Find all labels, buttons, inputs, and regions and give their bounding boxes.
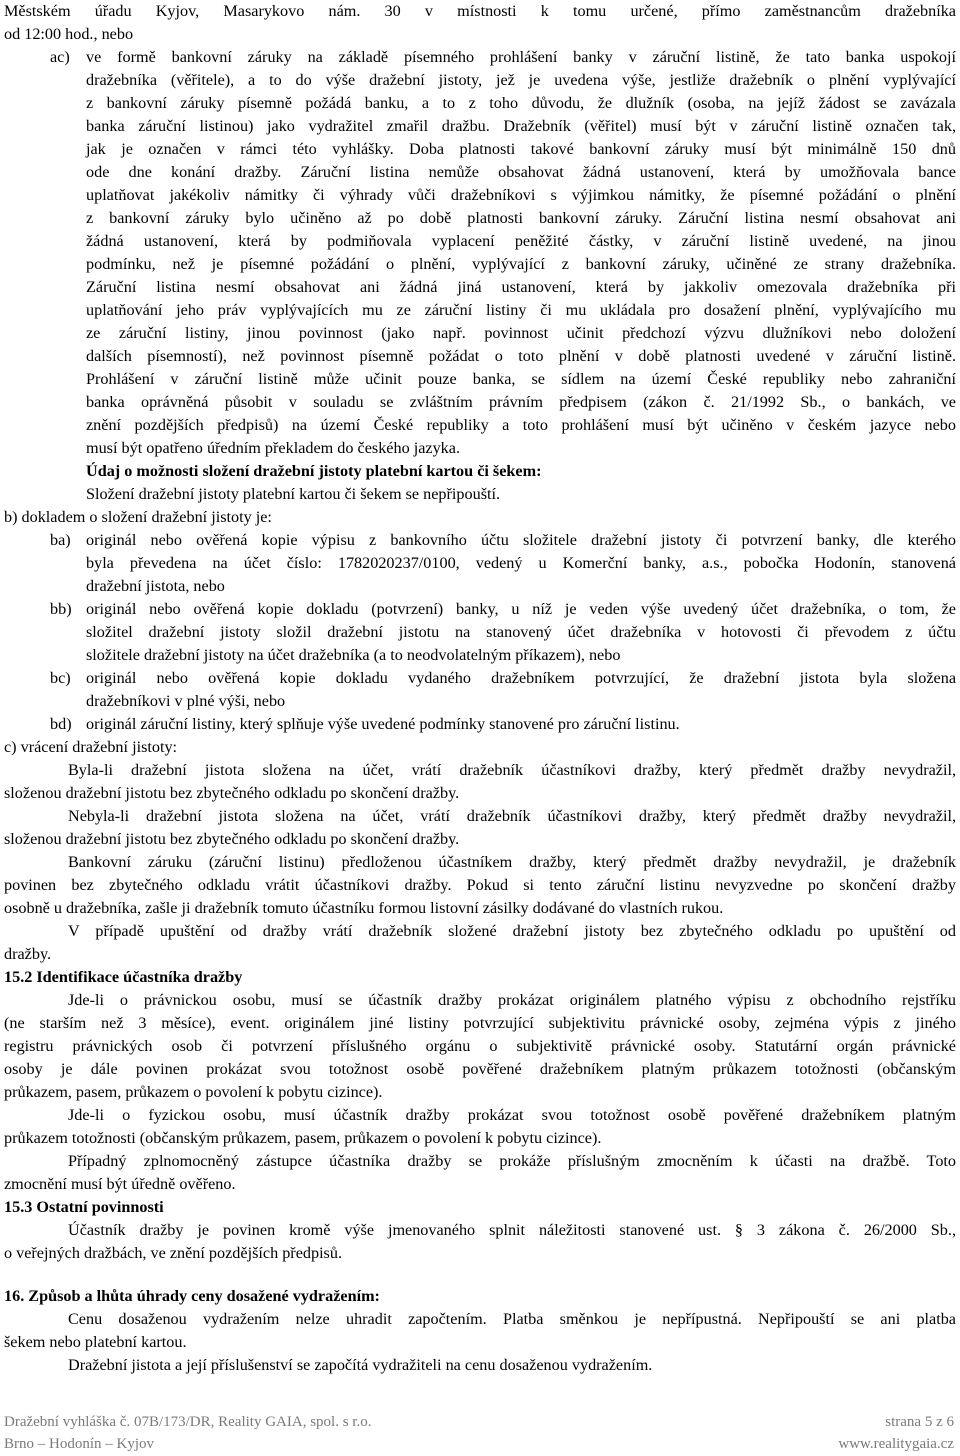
section-heading: 15.2 Identifikace účastníka dražby: [4, 968, 243, 986]
text-line: originál nebo ověřená kopie výpisu z bankovního účtu složitele dražební jistoty či potvrzení banky, dle kterého: [86, 531, 956, 549]
text-line: Jde-li o právnickou osobu, musí se účastník dražby prokázat originálem platného výpisu z obchodního rejstříku: [68, 991, 956, 1009]
text-line: byla převedena na účet číslo: 1782020237/0100, vedený u Komerční banky, a.s., pobočka Hodonín, stanovená: [86, 554, 956, 572]
text-line: Nebyla-li dražební jistota složena na účet, vrátí dražebník účastníkovi dražby, který předmět dražby nevydražil,: [68, 807, 956, 825]
text-line: Složení dražební jistoty platební kartou či šekem se nepřipouští.: [86, 485, 501, 503]
text-line: c) vrácení dražební jistoty:: [4, 738, 178, 756]
text-line: složenou dražební jistotu bez zbytečného odkladu po skončení dražby.: [4, 784, 460, 802]
footer-website[interactable]: www.realitygaia.cz: [838, 1436, 954, 1452]
text-line: originál nebo ověřená kopie dokladu vydaného dražebníkem potvrzující, že dražební jistota byla složena: [86, 669, 956, 687]
text-line: originál záruční listiny, který splňuje výše uvedené podmínky stanovené pro záruční listinu.: [86, 715, 680, 733]
text-line: dražby.: [4, 945, 52, 963]
text-line: Záruční listina nesmí obsahovat ani žádná jiná ustanovení, která by jakkoliv omezovala dražebníka při: [86, 278, 956, 296]
text-line: šekem nebo platební kartou.: [4, 1333, 187, 1351]
text-line: uplatňování jeho práv vyplývajících mu ze záruční listiny či mu ukládala pro dosažení plnění, vyplývajícího mu: [86, 301, 956, 319]
text-line: b) dokladem o složení dražební jistoty je:: [4, 508, 272, 526]
section-heading: Údaj o možnosti složení dražební jistoty platební kartou či šekem:: [86, 462, 542, 480]
footer-document-id: Dražební vyhláška č. 07B/173/DR, Reality GAIA, spol. s r.o.: [4, 1414, 372, 1430]
text-line: průkazem, pasem, průkazem o povolení k pobytu cizince).: [4, 1083, 383, 1101]
text-line: (ne starším než 3 měsíce), event. originálem jiné listiny potvrzující subjektivitu právnické osoby, zejména výpis z jiného: [4, 1014, 956, 1032]
text-line: ode dne konání dražby. Záruční listina nemůže obsahovat žádná ustanovení, která by umožňovala bance: [86, 163, 956, 181]
text-line: originál nebo ověřená kopie dokladu (potvrzení) banky, u níž je veden výše uvedený účet dražebníka, o tom, že: [86, 600, 956, 618]
text-line: složitel dražební jistoty složil dražební jistotu na stanovený účet dražebníka v hotovosti či převodem z účtu: [86, 623, 956, 641]
footer-offices: Brno – Hodonín – Kyjov: [4, 1436, 154, 1452]
text-line: musí být opatřeno úředním překladem do českého jazyka.: [86, 439, 460, 457]
text-line: Jde-li o fyzickou osobu, musí účastník dražby prokázat svou totožnost osobě pověřené dražebníkem platným: [68, 1106, 956, 1124]
text-line: složitele dražební jistoty na účet dražebníka (a to neodvolatelným příkazem), nebo: [86, 646, 621, 664]
text-line: banka oprávněná působit v souladu se zvláštním právním předpisem (zákon č. 21/1992 Sb., o bankách, ve: [86, 393, 956, 411]
footer-page-number: strana 5 z 6: [885, 1414, 954, 1430]
text-line: dražebníka (věřitele), a to do výše dražební jistoty, jež je uvedena výše, jestliže dražebník o plnění vyplývající: [86, 71, 956, 89]
text-line: průkazem totožnosti (občanským průkazem, pasem, průkazem o povolení k pobytu cizince).: [4, 1129, 602, 1147]
text-line: registru právnických osob či potvrzení příslušného orgánu o subjektivitě právnické osoby. Statutární orgán právnické: [4, 1037, 956, 1055]
list-marker: ac): [50, 48, 70, 66]
text-line: složenou dražební jistotu bez zbytečného odkladu po skončení dražby.: [4, 830, 460, 848]
text-line: Případný zplnomocněný zástupce účastníka dražby se prokáže příslušným zmocněním k účasti na dražbě. Toto: [68, 1152, 956, 1170]
text-line: z bankovní záruky písemně požádá banku, a to z toho důvodu, že dlužník (osoba, na jejíž žádost se zavázala: [86, 94, 956, 112]
text-line: jak je označen v rámci této vyhlášky. Doba platnosti takové bankovní záruky musí být minimálně 150 dnů: [86, 140, 956, 158]
text-line: dalších písemností), než povinnost písemně požádat o toto plnění v době platnosti uvedené v záruční listině.: [86, 347, 956, 365]
text-line: ze záruční listiny, jinou povinnost (jako např. povinnost učinit předchozí výzvu dlužníkovi nebo doložení: [86, 324, 956, 342]
list-marker: bb): [50, 600, 72, 618]
text-line: Dražební jistota a její příslušenství se započítá vydražiteli na cenu dosaženou vydražením.: [68, 1356, 653, 1374]
text-line: osobně u dražebníka, zašle ji dražebník tomuto účastníku formou listovní zásilky dodávané do vlastních rukou.: [4, 899, 724, 917]
text-line: Městském úřadu Kyjov, Masarykovo nám. 30 v místnosti k tomu určené, přímo zaměstnancům dražebníka: [4, 2, 956, 20]
text-line: podmínku, než je písemné požádání o plnění, vyplývající z bankovní záruky, učiněné ze strany dražebníka.: [86, 255, 956, 273]
text-line: o veřejných dražbách, ve znění pozdějších předpisů.: [4, 1244, 343, 1262]
text-line: uplatňovat jakékoliv námitky či výhrady vůči dražebníkovi s výjimkou námitky, že písemné požádání o plnění: [86, 186, 956, 204]
text-line: Byla-li dražební jistota složena na účet, vrátí dražebník účastníkovi dražby, který předmět dražby nevydražil,: [68, 761, 956, 779]
text-line: od 12:00 hod., nebo: [4, 25, 134, 43]
text-line: dražebníkovi v plné výši, nebo: [86, 692, 286, 710]
text-line: osoby je dále povinen prokázat svou totožnost osobě pověřené dražebníkem platným průkazem totožnosti (občanským: [4, 1060, 956, 1078]
list-marker: ba): [50, 531, 71, 549]
list-marker: bc): [50, 669, 71, 687]
text-line: ve formě bankovní záruky na základě písemného prohlášení banky v záruční listině, že tato banka uspokojí: [86, 48, 956, 66]
text-line: znění pozdějších předpisů) na území České republiky a toto prohlášení musí být učiněno v českém jazyce nebo: [86, 416, 956, 434]
section-heading: 15.3 Ostatní povinnosti: [4, 1198, 164, 1216]
text-line: banka záruční listinou) jako vydražitel zmařil dražbu. Dražebník (věřitel) musí být v záruční listině označen tak,: [86, 117, 956, 135]
text-line: zmocnění musí být úředně ověřeno.: [4, 1175, 236, 1193]
text-line: V případě upuštění od dražby vrátí dražebník složené dražební jistoty bez zbytečného odkladu po upuštění od: [68, 922, 956, 940]
text-line: žádná ustanovení, která by podmiňovala vyplacení peněžité částky, v záruční listině uvedené, na jinou: [86, 232, 956, 250]
text-line: dražební jistota, nebo: [86, 577, 225, 595]
text-line: Prohlášení v záruční listině může učinit pouze banka, se sídlem na území České republiky nebo zahraniční: [86, 370, 956, 388]
text-line: z bankovní záruky bylo učiněno až po době platnosti bankovní záruky. Záruční listina nesmí obsahovat ani: [86, 209, 956, 227]
text-line: Účastník dražby je povinen kromě výše jmenovaného splnit náležitosti stanovené ust. § 3 zákona č. 26/2000 Sb.,: [68, 1221, 956, 1239]
list-marker: bd): [50, 715, 72, 733]
text-line: Bankovní záruku (záruční listinu) předloženou účastníkem dražby, který předmět dražby nevydražil, je dražebník: [68, 853, 956, 871]
text-line: Cenu dosaženou vydražením nelze uhradit započtením. Platba směnkou je nepřípustná. Nepřipouští se ani platba: [68, 1310, 956, 1328]
text-line: povinen bez zbytečného odkladu vrátit účastníkovi dražby. Pokud si tento záruční listinu nevyzvedne po skončení dražby: [4, 876, 956, 894]
section-heading: 16. Způsob a lhůta úhrady ceny dosažené vydražením:: [4, 1287, 380, 1305]
